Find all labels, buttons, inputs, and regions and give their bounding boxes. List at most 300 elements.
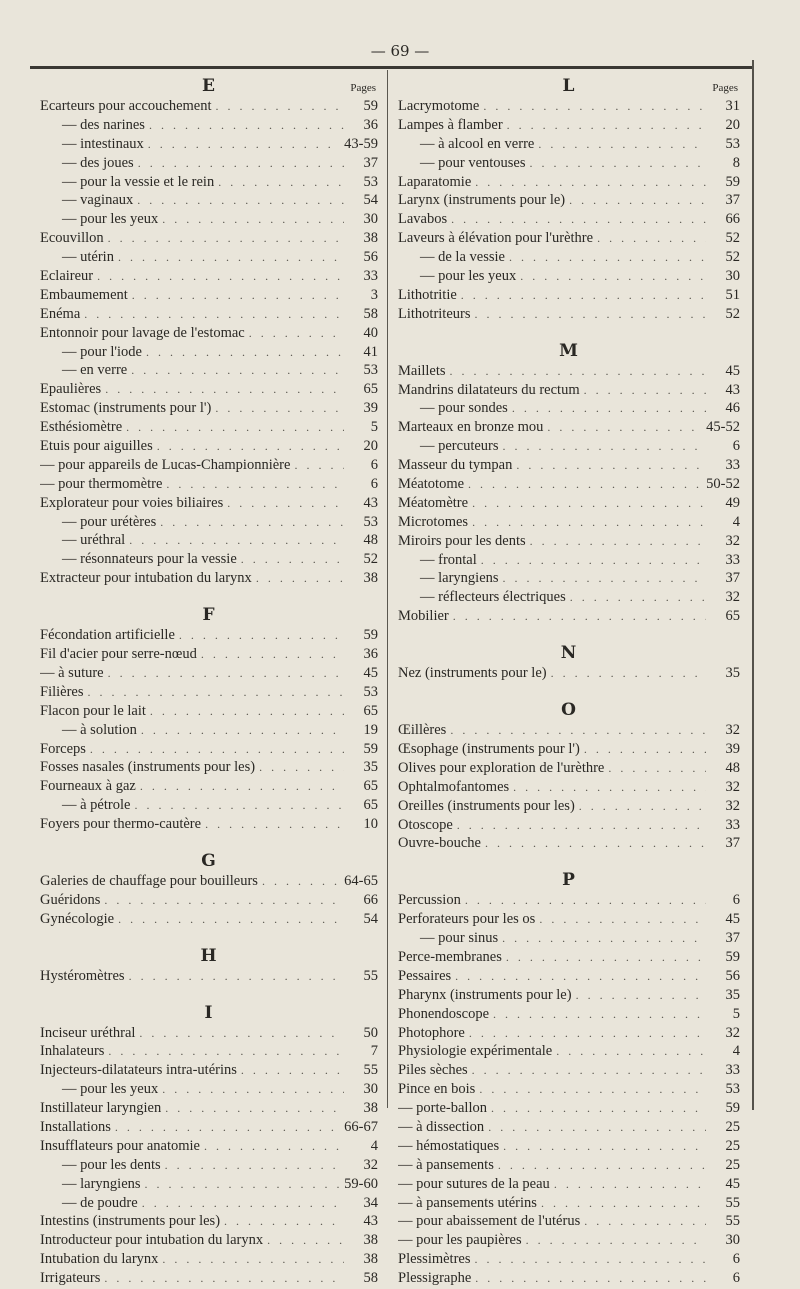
dot-leader	[569, 193, 706, 208]
entry-term: Ophtalmofantomes	[398, 778, 510, 795]
dot-leader	[512, 401, 706, 416]
entry-term: Guéridons	[40, 891, 101, 908]
dot-leader	[115, 1120, 340, 1135]
entry-pages: 6	[732, 1251, 740, 1268]
section-header	[398, 76, 740, 98]
dot-leader	[520, 269, 706, 284]
entry-pages: 38	[363, 230, 378, 247]
entry-pages: 53	[363, 513, 378, 530]
entry-term: Pharynx (instruments pour le)	[398, 986, 572, 1003]
section-letter: M	[559, 340, 579, 361]
entry-pages: 10	[363, 816, 378, 833]
section-header	[40, 1003, 378, 1025]
dot-leader	[570, 590, 706, 605]
entry-term: Piles sèches	[398, 1062, 468, 1079]
section-spacer	[398, 684, 740, 694]
entry-term: Eclaireur	[40, 268, 94, 285]
entry-term: — uréthral	[62, 532, 126, 549]
dot-leader	[516, 458, 706, 473]
index-entry	[40, 1138, 378, 1157]
index-entry	[40, 495, 378, 514]
entry-term: Lithotriteurs	[398, 305, 471, 322]
entry-pages: 56	[363, 249, 378, 266]
entry-term: Photophore	[398, 1024, 465, 1041]
dot-leader	[503, 439, 706, 454]
entry-pages: 53	[363, 173, 378, 190]
entry-term: Entonnoir pour lavage de l'estomac	[40, 324, 245, 341]
dot-leader	[218, 175, 344, 190]
dot-leader	[472, 1063, 706, 1078]
dot-leader	[461, 288, 706, 303]
entry-pages: 55	[363, 967, 378, 984]
entry-pages: 66	[725, 211, 740, 228]
entry-term: — pour sinus	[420, 930, 499, 947]
entry-term: — pour les yeux	[420, 268, 517, 285]
index-entry	[398, 249, 740, 268]
index-entry	[40, 174, 378, 193]
page-border	[752, 60, 754, 1110]
index-entry	[40, 438, 378, 457]
entry-term: — laryngiens	[62, 1175, 141, 1192]
entry-pages: 32	[725, 778, 740, 795]
dot-leader	[140, 779, 344, 794]
dot-leader	[509, 250, 706, 265]
dot-leader	[608, 761, 706, 776]
entry-pages: 65	[363, 702, 378, 719]
entry-term: Epaulières	[40, 381, 102, 398]
entry-term: Masseur du tympan	[398, 457, 513, 474]
entry-term: Fécondation artificielle	[40, 627, 175, 644]
dot-leader	[262, 874, 340, 889]
section-letter: H	[200, 945, 218, 966]
entry-term: Galeries de chauffage pour bouilleurs	[40, 872, 258, 889]
entry-pages: 35	[363, 759, 378, 776]
entry-pages: 37	[725, 192, 740, 209]
dot-leader	[481, 553, 706, 568]
entry-term: Pince en bois	[398, 1081, 476, 1098]
index-entry	[398, 174, 740, 193]
entry-term: Installations	[40, 1118, 111, 1135]
index-entry	[398, 476, 740, 495]
dot-leader	[541, 1196, 706, 1211]
pages-label: Pages	[712, 82, 738, 94]
entry-pages: 43	[725, 381, 740, 398]
index-entry	[40, 1213, 378, 1232]
entry-pages: 35	[725, 986, 740, 1003]
entry-term: Fil d'acier pour serre-nœud	[40, 646, 197, 663]
dot-leader	[584, 383, 706, 398]
entry-pages: 51	[725, 286, 740, 303]
dot-leader	[97, 269, 344, 284]
entry-term: Flacon pour le lait	[40, 702, 146, 719]
index-entry	[40, 192, 378, 211]
entry-pages: 40	[363, 324, 378, 341]
dot-leader	[457, 818, 706, 833]
index-entry	[398, 419, 740, 438]
index-entry	[40, 722, 378, 741]
dot-leader	[131, 363, 344, 378]
entry-pages: 66	[363, 891, 378, 908]
entry-pages: 5	[370, 419, 378, 436]
index-entry	[40, 1270, 378, 1289]
dot-leader	[104, 893, 344, 908]
dot-leader	[165, 1158, 344, 1173]
entry-pages: 55	[725, 1194, 740, 1211]
entry-term: — de poudre	[62, 1194, 138, 1211]
dot-leader	[90, 742, 344, 757]
entry-term: Perce-membranes	[398, 948, 502, 965]
entry-pages: 32	[725, 532, 740, 549]
section-header	[398, 643, 740, 665]
entry-term: — hémostatiques	[398, 1137, 500, 1154]
entry-pages: 37	[725, 835, 740, 852]
index-entry	[40, 873, 378, 892]
index-entry	[40, 570, 378, 589]
index-entry	[398, 1251, 740, 1270]
index-entry	[398, 438, 740, 457]
dot-leader	[224, 1214, 344, 1229]
section-letter: P	[562, 870, 576, 891]
entry-pages: 59-60	[344, 1175, 378, 1192]
entry-pages: 3	[370, 286, 378, 303]
entry-pages: 54	[363, 192, 378, 209]
dot-leader	[530, 156, 706, 171]
entry-pages: 59	[725, 948, 740, 965]
index-entry	[40, 684, 378, 703]
index-entry	[398, 1119, 740, 1138]
dot-leader	[450, 364, 706, 379]
section-header	[398, 341, 740, 363]
dot-leader	[150, 704, 344, 719]
dot-leader	[108, 231, 344, 246]
dot-leader	[204, 1139, 344, 1154]
entry-pages: 58	[363, 1270, 378, 1287]
dot-leader	[157, 439, 344, 454]
dot-leader	[475, 307, 707, 322]
entry-pages: 53	[363, 683, 378, 700]
entry-pages: 48	[725, 759, 740, 776]
entry-term: Méatotome	[398, 476, 465, 493]
entry-term: — en verre	[62, 362, 128, 379]
entry-term: Oreilles (instruments pour les)	[398, 797, 575, 814]
entry-pages: 36	[363, 116, 378, 133]
entry-pages: 43-59	[344, 135, 378, 152]
entry-term: Hystéromètres	[40, 967, 125, 984]
index-entry	[40, 759, 378, 778]
entry-term: Ecarteurs pour accouchement	[40, 98, 212, 114]
entry-pages: 25	[725, 1118, 740, 1135]
entry-pages: 43	[363, 1213, 378, 1230]
index-entry	[40, 1062, 378, 1081]
dot-leader	[129, 533, 344, 548]
entry-term: — pour abaissement de l'utérus	[398, 1213, 581, 1230]
index-entry	[40, 325, 378, 344]
dot-leader	[479, 1082, 706, 1097]
entry-term: Perforateurs pour les os	[398, 911, 536, 928]
index-entry	[40, 816, 378, 835]
index-entry	[398, 1025, 740, 1044]
index-entry	[398, 949, 740, 968]
dot-leader	[84, 307, 344, 322]
entry-term: Gynécologie	[40, 910, 115, 927]
entry-term: — laryngiens	[420, 570, 499, 587]
index-entry	[40, 514, 378, 533]
entry-term: Larynx (instruments pour le)	[398, 192, 566, 209]
dot-leader	[205, 817, 344, 832]
entry-pages: 41	[363, 343, 378, 360]
dot-leader	[241, 1063, 344, 1078]
dot-leader	[551, 666, 706, 681]
entry-pages: 4	[370, 1137, 378, 1154]
entry-term: — à pétrole	[62, 797, 131, 814]
entry-pages: 6	[370, 456, 378, 473]
entry-pages: 30	[363, 1081, 378, 1098]
entry-pages: 38	[363, 1100, 378, 1117]
index-entry	[398, 457, 740, 476]
entry-pages: 53	[725, 135, 740, 152]
index-entry	[398, 552, 740, 571]
dot-leader	[530, 534, 706, 549]
entry-term: Marteaux en bronze mou	[398, 419, 544, 436]
entry-pages: 45	[725, 362, 740, 379]
dot-leader	[597, 231, 706, 246]
entry-pages: 25	[725, 1156, 740, 1173]
index-entry	[398, 495, 740, 514]
dot-leader	[108, 1044, 344, 1059]
entry-pages: 33	[725, 457, 740, 474]
index-entry	[398, 382, 740, 401]
dot-leader	[450, 723, 706, 738]
entry-term: Etuis pour aiguilles	[40, 438, 153, 455]
index-entry	[40, 230, 378, 249]
entry-pages: 65	[363, 778, 378, 795]
entry-term: — des narines	[62, 116, 145, 133]
dot-leader	[126, 420, 344, 435]
dot-leader	[539, 912, 706, 927]
entry-pages: 33	[725, 1062, 740, 1079]
dot-leader	[162, 1082, 344, 1097]
entry-term: Lampes à flamber	[398, 116, 503, 133]
dot-leader	[506, 950, 706, 965]
index-entry	[398, 835, 740, 854]
index-entry	[40, 1025, 378, 1044]
entry-term: Introducteur pour intubation du larynx	[40, 1232, 264, 1249]
entry-term: — pour les yeux	[62, 211, 159, 228]
entry-term: Ouvre-bouche	[398, 835, 481, 852]
entry-pages: 32	[725, 797, 740, 814]
entry-term: Enéma	[40, 305, 81, 322]
entry-term: Fosses nasales (instruments pour les)	[40, 759, 256, 776]
index-entry	[40, 1157, 378, 1176]
index-entry	[40, 268, 378, 287]
entry-pages: 19	[363, 721, 378, 738]
index-entry	[40, 306, 378, 325]
index-entry	[398, 1081, 740, 1100]
entry-term: Physiologie expérimentale	[398, 1043, 553, 1060]
index-entry	[40, 778, 378, 797]
entry-term: Lavabos	[398, 211, 448, 228]
dot-leader	[475, 175, 706, 190]
index-entry	[398, 1043, 740, 1062]
index-entry	[398, 192, 740, 211]
entry-pages: 39	[363, 400, 378, 417]
dot-leader	[472, 496, 706, 511]
section-header	[40, 605, 378, 627]
index-entry	[40, 98, 378, 117]
entry-term: Inciseur uréthral	[40, 1024, 136, 1041]
entry-pages: 30	[725, 1232, 740, 1249]
entry-pages: 50	[363, 1024, 378, 1041]
dot-leader	[160, 515, 344, 530]
entry-pages: 59	[363, 740, 378, 757]
dot-leader	[513, 780, 706, 795]
entry-term: Instillateur laryngien	[40, 1100, 162, 1117]
dot-leader	[507, 118, 706, 133]
index-entry	[398, 98, 740, 117]
dot-leader	[108, 666, 344, 681]
index-entry	[398, 589, 740, 608]
page-number: — 69 —	[370, 42, 430, 60]
index-entry	[398, 1270, 740, 1289]
pages-label: Pages	[350, 82, 376, 94]
entry-term: — à suture	[40, 664, 104, 681]
entry-pages: 59	[725, 1100, 740, 1117]
entry-pages: 54	[363, 910, 378, 927]
dot-leader	[584, 1214, 706, 1229]
entry-pages: 49	[725, 494, 740, 511]
entry-pages: 58	[363, 305, 378, 322]
entry-pages: 5	[732, 1005, 740, 1022]
entry-term: Foyers pour thermo-cautère	[40, 816, 202, 833]
entry-pages: 30	[363, 211, 378, 228]
entry-pages: 33	[725, 551, 740, 568]
entry-pages: 45	[725, 911, 740, 928]
index-entry	[398, 892, 740, 911]
section-letter: L	[562, 76, 576, 96]
index-entry	[398, 1213, 740, 1232]
index-entry	[40, 892, 378, 911]
index-entry	[398, 400, 740, 419]
entry-pages: 59	[725, 173, 740, 190]
entry-pages: 65	[725, 608, 740, 625]
index-entry	[40, 400, 378, 419]
index-entry	[398, 798, 740, 817]
entry-term: Mobilier	[398, 608, 449, 625]
entry-term: Nez (instruments pour le)	[398, 665, 547, 682]
entry-term: — pour appareils de Lucas-Championnière	[40, 456, 291, 473]
index-entry	[40, 249, 378, 268]
entry-term: — porte-ballon	[398, 1100, 487, 1117]
entry-pages: 20	[725, 116, 740, 133]
entry-pages: 50-52	[706, 476, 740, 493]
entry-term: — pour la vessie et le rein	[62, 173, 215, 190]
dot-leader	[118, 250, 344, 265]
dot-leader	[145, 1177, 341, 1192]
index-entry	[40, 665, 378, 684]
dot-leader	[472, 515, 706, 530]
dot-leader	[491, 1101, 706, 1116]
index-entry	[40, 155, 378, 174]
entry-pages: 33	[725, 816, 740, 833]
entry-term: — résonnateurs pour la vessie	[62, 551, 237, 568]
index-entry	[398, 665, 740, 684]
entry-term: Intubation du larynx	[40, 1251, 159, 1268]
section-spacer	[398, 854, 740, 864]
entry-pages: 32	[725, 722, 740, 739]
section-header	[40, 851, 378, 873]
entry-pages: 38	[363, 570, 378, 587]
index-entry	[398, 287, 740, 306]
entry-term: Phonendoscope	[398, 1005, 490, 1022]
index-entry	[398, 570, 740, 589]
entry-pages: 32	[725, 1024, 740, 1041]
dot-leader	[579, 799, 706, 814]
index-entry	[398, 155, 740, 174]
entry-pages: 37	[725, 930, 740, 947]
section-letter: F	[202, 605, 216, 626]
entry-term: — intestinaux	[62, 135, 144, 152]
entry-term: Irrigateurs	[40, 1270, 101, 1287]
dot-leader	[526, 1233, 706, 1248]
entry-term: — pour les yeux	[62, 1081, 159, 1098]
entry-pages: 52	[725, 230, 740, 247]
dot-leader	[148, 137, 340, 152]
index-entry	[40, 476, 378, 495]
index-entry	[398, 968, 740, 987]
section-spacer	[398, 325, 740, 335]
dot-leader	[216, 99, 345, 114]
entry-pages: 65	[363, 381, 378, 398]
index-entry	[398, 1232, 740, 1251]
index-entry	[40, 1043, 378, 1062]
index-entry	[40, 551, 378, 570]
index-entry	[398, 136, 740, 155]
entry-term: Injecteurs-dilatateurs intra-utérins	[40, 1062, 237, 1079]
dot-leader	[453, 609, 706, 624]
dot-leader	[162, 1252, 344, 1267]
entry-term: Miroirs pour les dents	[398, 532, 526, 549]
entry-pages: 65	[363, 797, 378, 814]
dot-leader	[554, 1177, 706, 1192]
index-entry	[40, 911, 378, 930]
index-entry	[398, 1138, 740, 1157]
left-column	[40, 70, 378, 1289]
entry-pages: 6	[732, 892, 740, 909]
dot-leader	[241, 552, 344, 567]
entry-term: Plessimètres	[398, 1251, 471, 1268]
right-column	[398, 70, 740, 1289]
dot-leader	[451, 212, 706, 227]
index-entry	[398, 817, 740, 836]
entry-pages: 59	[363, 627, 378, 644]
index-entry	[398, 987, 740, 1006]
entry-term: Plessigraphe	[398, 1270, 472, 1287]
section-letter: E	[202, 76, 216, 96]
dot-leader	[468, 477, 702, 492]
dot-leader	[259, 760, 344, 775]
dot-leader	[503, 571, 706, 586]
entry-pages: 56	[725, 967, 740, 984]
dot-leader	[165, 1101, 344, 1116]
index-entry	[40, 1232, 378, 1251]
entry-term: Laparatomie	[398, 173, 472, 190]
entry-term: — pour sutures de la peau	[398, 1175, 550, 1192]
index-entry	[40, 1195, 378, 1214]
entry-term: — pour ventouses	[420, 154, 526, 171]
index-entry	[398, 306, 740, 325]
index-entry	[40, 287, 378, 306]
index-entry	[398, 911, 740, 930]
